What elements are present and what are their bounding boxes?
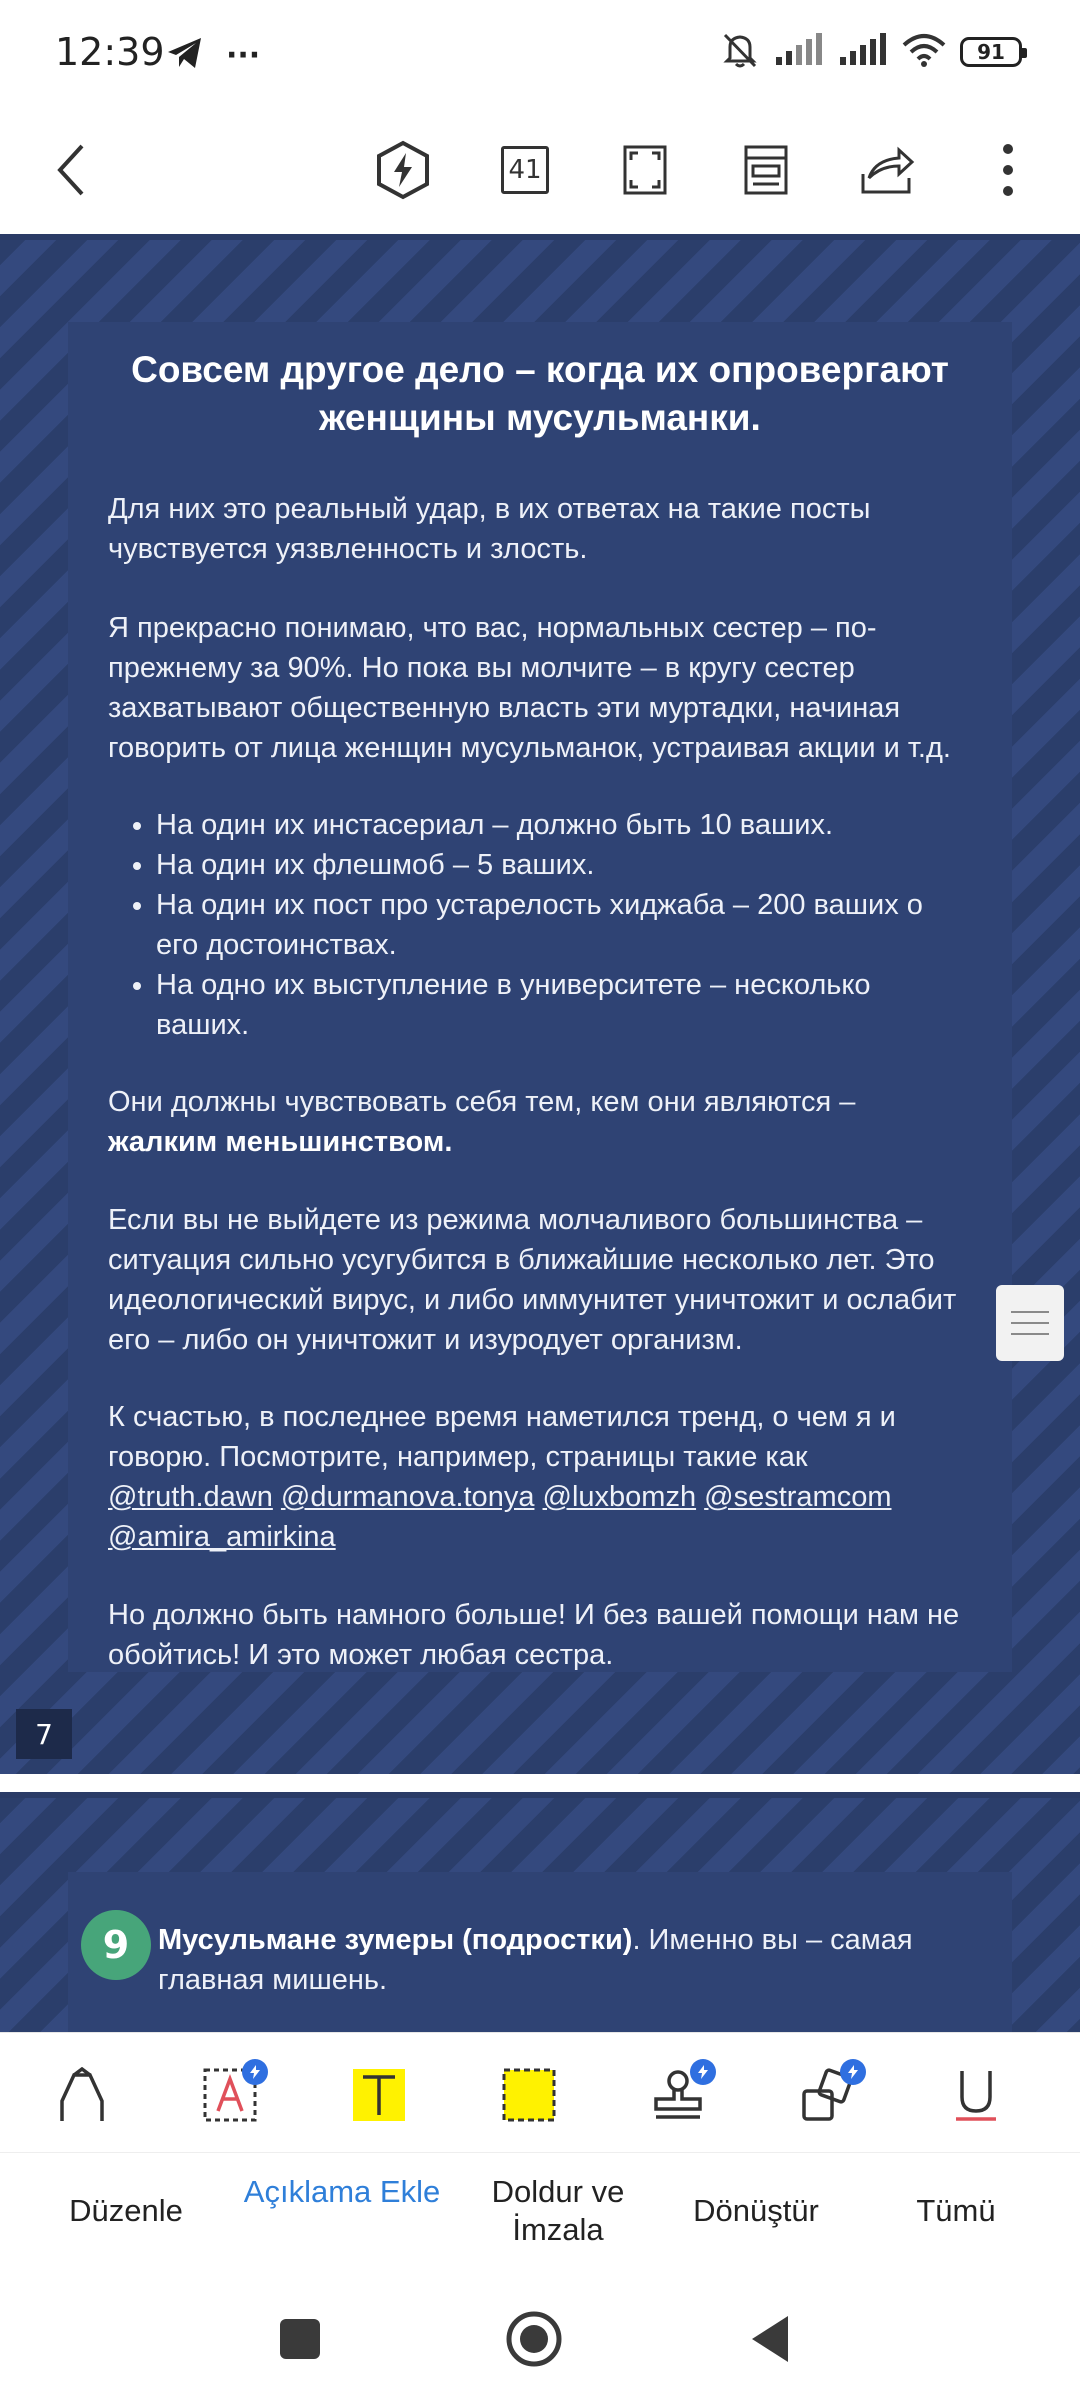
fullscreen-icon bbox=[622, 144, 668, 196]
page-border bbox=[0, 234, 1080, 240]
page-count: 41 bbox=[501, 146, 549, 194]
paragraph-3-bold: жалким меньшинством. bbox=[108, 1126, 453, 1158]
paragraph-5: К счастью, в последнее время наметился тренд, о чем я и говорю. Посмотрите, например, страницы такие как bbox=[108, 1401, 896, 1473]
item-text: . Именно вы – самая главная мишень. bbox=[158, 1924, 913, 1996]
more-icon bbox=[1001, 142, 1015, 198]
stamp-tool-button[interactable] bbox=[638, 2055, 718, 2135]
share-icon bbox=[859, 144, 915, 196]
pro-badge bbox=[242, 2059, 268, 2085]
paragraph bbox=[108, 489, 988, 569]
paragraph bbox=[108, 1397, 988, 1557]
status-bar bbox=[0, 0, 1080, 110]
handle-line bbox=[1011, 1311, 1049, 1313]
numbered-item bbox=[158, 1920, 958, 2000]
page-border bbox=[0, 1792, 1080, 1798]
back-button[interactable] bbox=[32, 130, 112, 210]
status-right-icons bbox=[720, 30, 1022, 74]
home-button[interactable] bbox=[505, 2310, 563, 2368]
link-durmanova-tonya[interactable]: @durmanova.tonya bbox=[280, 1481, 535, 1513]
text-highlight-icon bbox=[351, 2067, 407, 2123]
pro-badge bbox=[690, 2059, 716, 2085]
mute-icon bbox=[720, 30, 760, 74]
link-sestramcom[interactable]: @sestramcom bbox=[704, 1481, 892, 1513]
pdf-page bbox=[0, 234, 1080, 1774]
pro-badge bbox=[840, 2059, 866, 2085]
reading-mode-button[interactable] bbox=[726, 130, 806, 210]
document-viewer[interactable] bbox=[0, 222, 1080, 2032]
fullscreen-button[interactable] bbox=[605, 130, 685, 210]
annotation-tools bbox=[0, 2032, 1080, 2153]
list-item: • На один их инстасериал – должно быть 10 ваших. bbox=[156, 805, 988, 845]
recents-button[interactable] bbox=[280, 2319, 320, 2359]
ai-assistant-button[interactable] bbox=[363, 130, 443, 210]
paragraph bbox=[108, 1200, 988, 1360]
list-item: • На одно их выступление в университете – несколько ваших. bbox=[156, 965, 988, 1045]
nav-back-button[interactable] bbox=[748, 2314, 792, 2364]
bullet-list bbox=[108, 805, 988, 1045]
back-icon bbox=[52, 142, 92, 198]
link-amira-amirkina[interactable]: @amira_amirkina bbox=[108, 1521, 336, 1553]
signal-icon bbox=[838, 33, 888, 71]
paragraph-6: Но должно быть намного больше! И без вашей помощи нам не обойтись! И это может любая сестра. bbox=[108, 1599, 960, 1671]
link-luxbomzh[interactable]: @luxbomzh bbox=[542, 1481, 697, 1513]
top-toolbar bbox=[0, 110, 1080, 220]
list-item: • На один их пост про устарелость хиджаба – 200 ваших о его достоинствах. bbox=[156, 885, 988, 965]
item-bold: Мусульмане зумеры (подростки) bbox=[158, 1924, 633, 1956]
handle-line bbox=[1011, 1322, 1049, 1324]
status-left-icons bbox=[166, 36, 260, 74]
area-highlight-tool-button[interactable] bbox=[489, 2055, 569, 2135]
page-count-button[interactable] bbox=[485, 130, 565, 210]
underline-tool-button[interactable] bbox=[936, 2055, 1016, 2135]
handle-line bbox=[1011, 1333, 1049, 1335]
signal-icon bbox=[774, 33, 824, 71]
link-truth-dawn[interactable]: @truth.dawn bbox=[108, 1481, 273, 1513]
mode-tabs bbox=[0, 2152, 1080, 2271]
underline-icon bbox=[948, 2067, 1004, 2123]
paragraph bbox=[108, 1595, 988, 1675]
paragraph-1: Для них это реальный удар, в их ответах на такие посты чувствуется уязвленность и злость. bbox=[108, 493, 871, 565]
text-highlight-tool-button[interactable] bbox=[339, 2055, 419, 2135]
wifi-icon bbox=[902, 33, 946, 71]
pen-icon bbox=[56, 2067, 108, 2123]
more-options-button[interactable] bbox=[968, 130, 1048, 210]
paragraph bbox=[108, 608, 988, 768]
shapes-tool-button[interactable] bbox=[788, 2055, 868, 2135]
clock: 12:39 bbox=[55, 30, 165, 74]
tab-annotate[interactable]: Açıklama Ekle bbox=[243, 2174, 441, 2209]
text-box-tool-button[interactable] bbox=[190, 2055, 270, 2135]
paragraph-4: Если вы не выйдете из режима молчаливого большинства – ситуация сильно усугубится в ближайшие несколько лет. Это идеологический вирус, и либо иммунитет уничтожит и ослабит его – либо он уничтожит и изуродует организм. bbox=[108, 1204, 957, 1356]
battery-icon: 91 bbox=[960, 37, 1022, 67]
page-heading: Совсем другое дело – когда их опровергают женщины мусульманки. bbox=[131, 349, 949, 438]
tab-fill-sign[interactable]: Doldur ve İmzala bbox=[491, 2174, 625, 2247]
paragraph bbox=[108, 1082, 988, 1162]
area-highlight-icon bbox=[501, 2067, 557, 2123]
tab-all[interactable]: Tümü bbox=[916, 2193, 996, 2228]
telegram-icon bbox=[166, 36, 204, 74]
paragraph-3-text: Они должны чувствовать себя тем, кем они являются – bbox=[108, 1086, 856, 1118]
ai-lightning-icon bbox=[375, 140, 431, 200]
system-nav-bar bbox=[0, 2270, 1080, 2400]
paragraph-2: Я прекрасно понимаю, что вас, нормальных сестер – по-прежнему за 90%. Но пока вы молчите – в кругу сестер захватывают общественную власть эти муртадки, начиная говорить от лица женщин мусульманок, устраивая акции и т.д. bbox=[108, 612, 951, 764]
pen-tool-button[interactable] bbox=[42, 2055, 122, 2135]
tab-edit[interactable]: Düzenle bbox=[69, 2193, 183, 2228]
home-icon bbox=[505, 2310, 563, 2368]
scroll-handle[interactable] bbox=[996, 1285, 1064, 1361]
share-button[interactable] bbox=[847, 130, 927, 210]
reading-mode-icon bbox=[743, 144, 789, 196]
number-badge: 9 bbox=[81, 1910, 151, 1980]
back-triangle-icon bbox=[748, 2314, 792, 2364]
tab-convert[interactable]: Dönüştür bbox=[693, 2193, 819, 2228]
more-dots-icon: ··· bbox=[226, 37, 261, 73]
page-number-badge: 7 bbox=[16, 1709, 72, 1759]
list-item: • На один их флешмоб – 5 ваших. bbox=[156, 845, 988, 885]
